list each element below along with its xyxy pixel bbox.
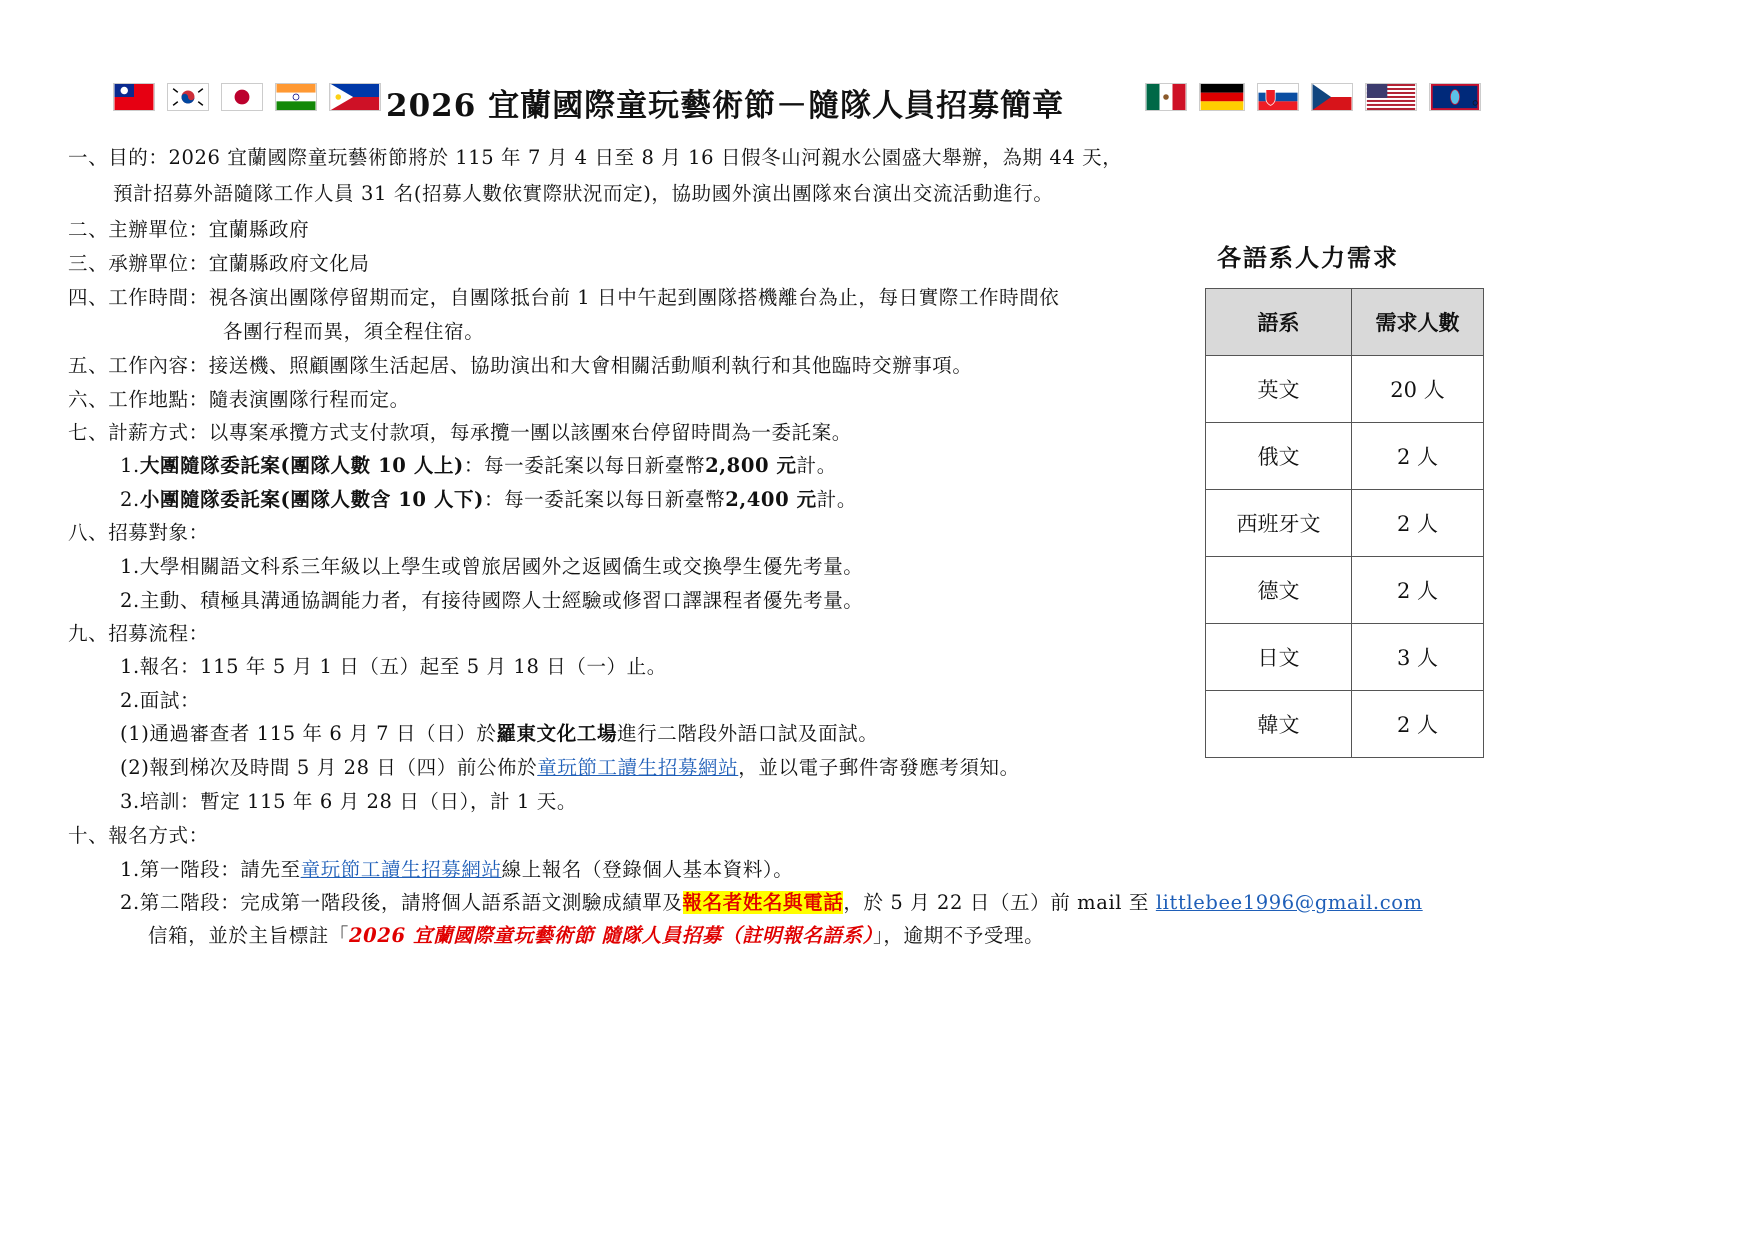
section-organizer: 二、主辦單位：宜蘭縣政府 bbox=[68, 218, 310, 241]
large-team-amount: 2,800 元 bbox=[705, 454, 797, 477]
flags-right bbox=[1145, 82, 1493, 112]
title-trailing-mark: 。 bbox=[1472, 88, 1490, 109]
salary-item-small-team bbox=[120, 484, 857, 512]
section-apply: 十、報名方式： bbox=[68, 824, 209, 847]
salary-item-large-team bbox=[120, 450, 837, 478]
table-row bbox=[1206, 356, 1484, 423]
count-cell: 2 人 bbox=[1352, 490, 1484, 557]
mexico-flag-icon bbox=[1145, 83, 1187, 111]
apply-step-2-subject bbox=[148, 920, 1044, 948]
recruit-site-link[interactable]: 童玩節工讀生招募網站 bbox=[537, 756, 739, 779]
list-marker: 2. bbox=[120, 488, 140, 511]
table-row bbox=[1206, 624, 1484, 691]
interview-step-1 bbox=[120, 718, 878, 746]
language-cell: 俄文 bbox=[1206, 423, 1352, 490]
interview-step-1-end: 進行二階段外語口試及面試。 bbox=[617, 722, 879, 745]
process-item-training: 3.培訓：暫定 115 年 6 月 28 日（日），計 1 天。 bbox=[120, 790, 577, 813]
highlighted-requirement: 報名者姓名與電話 bbox=[682, 891, 844, 914]
section-work-time-line2: 各團行程而異，須全程住宿。 bbox=[223, 320, 485, 343]
apply-step-2-text: 2.第二階段：完成第一階段後，請將個人語系語文測驗成績單及 bbox=[120, 891, 683, 914]
section-work-time-line1: 四、工作時間：視各演出團隊停留期而定，自團隊抵台前 1 日中午起到團隊搭機離台為止，每日實際工作時間依 bbox=[68, 286, 1060, 309]
usa-flag-icon bbox=[1365, 83, 1417, 111]
taiwan-flag-icon bbox=[113, 83, 155, 111]
section-purpose-line2: 預計招募外語隨隊工作人員 31 名(招募人數依實際狀況而定)，協助國外演出團隊來台演出交流活動進行。 bbox=[113, 182, 1054, 205]
section-target: 八、招募對象： bbox=[68, 521, 209, 544]
table-row bbox=[1206, 557, 1484, 624]
target-item-2: 2.主動、積極具溝通協調能力者，有接待國際人士經驗或修習口譯課程者優先考量。 bbox=[120, 589, 864, 612]
count-cell: 2 人 bbox=[1352, 557, 1484, 624]
small-team-desc: ：每一委託案以每日新臺幣 bbox=[483, 488, 726, 511]
slovakia-flag-icon bbox=[1257, 83, 1299, 111]
language-cell: 德文 bbox=[1206, 557, 1352, 624]
table-row bbox=[1206, 423, 1484, 490]
venue-name: 羅東文化工場 bbox=[496, 722, 618, 745]
india-flag-icon bbox=[275, 83, 317, 111]
czech-flag-icon bbox=[1311, 83, 1353, 111]
process-item-register: 1.報名：115 年 5 月 1 日（五）起至 5 月 18 日（一）止。 bbox=[120, 655, 667, 678]
count-cell: 2 人 bbox=[1352, 691, 1484, 758]
small-team-amount: 2,400 元 bbox=[725, 488, 817, 511]
apply-step-1-text: 1.第一階段：請先至 bbox=[120, 858, 301, 881]
language-cell: 韓文 bbox=[1206, 691, 1352, 758]
section-salary: 七、計薪方式：以專案承攬方式支付款項，每承攬一團以該團來台停留時間為一委託案。 bbox=[68, 421, 852, 444]
language-demand-table bbox=[1205, 288, 1484, 758]
count-cell: 3 人 bbox=[1352, 624, 1484, 691]
email-link[interactable]: littlebee1996@gmail.com bbox=[1155, 891, 1423, 914]
apply-step-1-end: 線上報名（登錄個人基本資料）。 bbox=[501, 858, 794, 881]
section-executor: 三、承辦單位：宜蘭縣政府文化局 bbox=[68, 252, 370, 275]
large-team-label: 大團隨隊委託案(團隊人數 10 人上) bbox=[139, 454, 464, 477]
page-title: 2026 宜蘭國際童玩藝術節－隨隊人員招募簡章 bbox=[386, 88, 1065, 124]
process-item-interview: 2.面試： bbox=[120, 689, 201, 712]
language-demand-title: 各語系人力需求 bbox=[1217, 243, 1399, 272]
table-header-row bbox=[1206, 289, 1484, 356]
south-korea-flag-icon bbox=[167, 83, 209, 111]
subject-text: 2026 宜蘭國際童玩藝術節 隨隊人員招募（註明報名語系） bbox=[349, 924, 874, 947]
apply-step-2-mid: ，於 5 月 22 日（五）前 mail 至 bbox=[843, 891, 1150, 914]
interview-step-2-end: ，並以電子郵件寄發應考須知。 bbox=[738, 756, 1020, 779]
interview-step-2 bbox=[120, 752, 1020, 780]
germany-flag-icon bbox=[1199, 83, 1245, 111]
small-team-label: 小團隨隊委託案(團隊人數含 10 人下) bbox=[139, 488, 484, 511]
section-purpose-line1: 一、目的：2026 宜蘭國際童玩藝術節將於 115 年 7 月 4 日至 8 月 16 日假冬山河親水公園盛大舉辦，為期 44 天， bbox=[68, 146, 1123, 169]
section-work-place: 六、工作地點：隨表演團隊行程而定。 bbox=[68, 388, 410, 411]
interview-step-2-text: (2)報到梯次及時間 5 月 28 日（四）前公佈於 bbox=[120, 756, 538, 779]
count-cell: 20 人 bbox=[1352, 356, 1484, 423]
apply-step-2 bbox=[120, 887, 1423, 915]
japan-flag-icon bbox=[221, 83, 263, 111]
list-marker: 1. bbox=[120, 454, 140, 477]
table-row bbox=[1206, 490, 1484, 557]
philippines-flag-icon bbox=[329, 83, 381, 111]
flags-left bbox=[113, 82, 393, 112]
language-cell: 英文 bbox=[1206, 356, 1352, 423]
large-team-end: 計。 bbox=[796, 454, 837, 477]
language-cell: 西班牙文 bbox=[1206, 490, 1352, 557]
apply-step-1 bbox=[120, 854, 793, 882]
count-cell: 2 人 bbox=[1352, 423, 1484, 490]
interview-step-1-text: (1)通過審查者 115 年 6 月 7 日（日）於 bbox=[120, 722, 497, 745]
section-process: 九、招募流程： bbox=[68, 622, 209, 645]
subject-intro: 信箱，並於主旨標註「 bbox=[148, 924, 350, 947]
table-row bbox=[1206, 691, 1484, 758]
language-cell: 日文 bbox=[1206, 624, 1352, 691]
subject-end: 」，逾期不予受理。 bbox=[873, 924, 1045, 947]
recruit-site-link-2[interactable]: 童玩節工讀生招募網站 bbox=[300, 858, 502, 881]
column-header-language: 語系 bbox=[1206, 289, 1352, 356]
column-header-count: 需求人數 bbox=[1352, 289, 1484, 356]
section-work-content: 五、工作內容：接送機、照顧團隊生活起居、協助演出和大會相關活動順利執行和其他臨時交辦事項。 bbox=[68, 354, 973, 377]
small-team-end: 計。 bbox=[816, 488, 857, 511]
target-item-1: 1.大學相關語文科系三年級以上學生或曾旅居國外之返國僑生或交換學生優先考量。 bbox=[120, 555, 864, 578]
large-team-desc: ：每一委託案以每日新臺幣 bbox=[463, 454, 706, 477]
